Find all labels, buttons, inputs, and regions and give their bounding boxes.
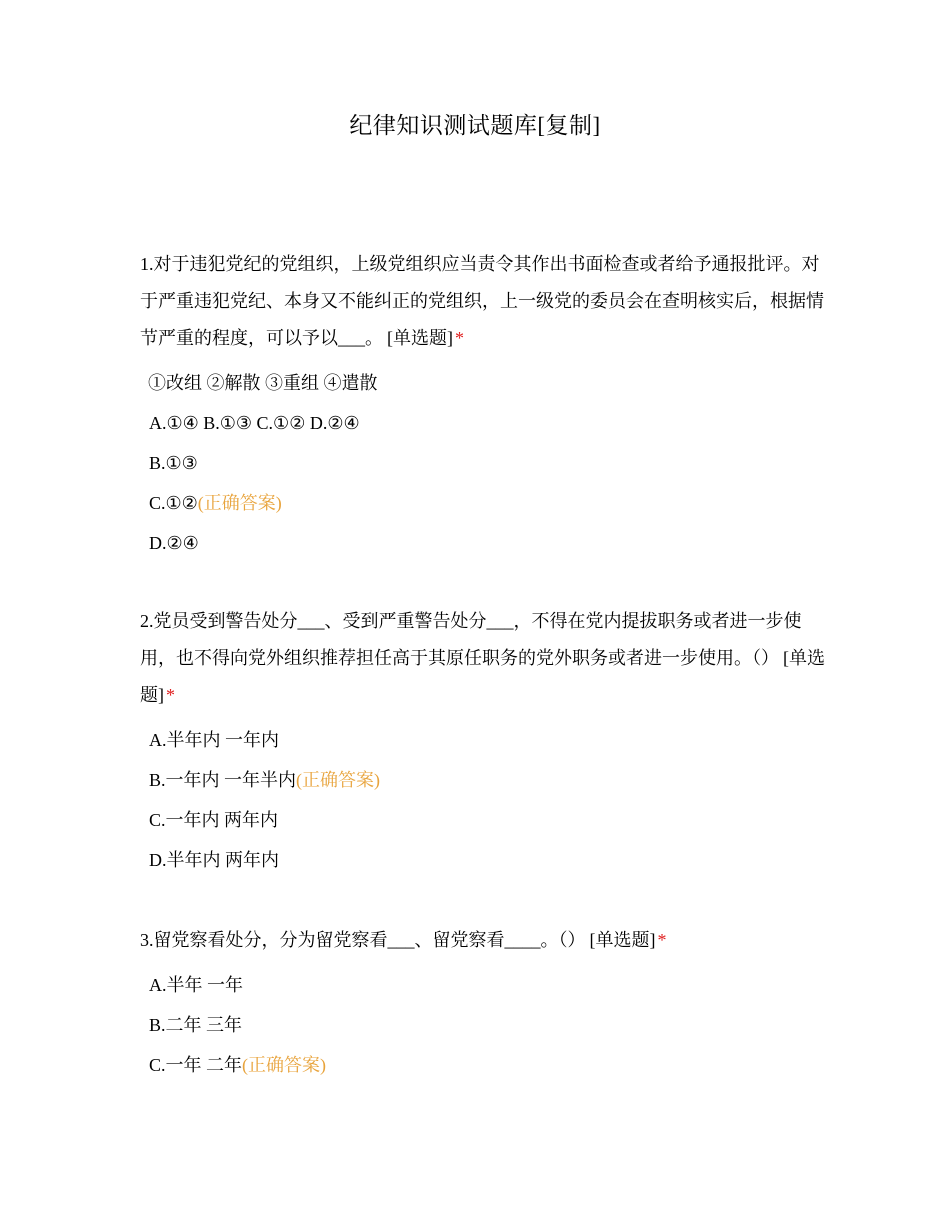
question-text: 1.对于违犯党纪的党组织，上级党组织应当责令其作出书面检查或者给予通报批评。对于严重违犯党纪、本身又不能纠正的党组织，上一级党的委员会在查明核实后，根据情节严重的程度，可以予以___。 [140, 254, 824, 348]
required-asterisk: * [455, 328, 464, 348]
required-asterisk: * [166, 685, 175, 705]
option-text: A.半年 一年 [149, 975, 243, 995]
question-extra-text: ①改组 ②解散 ③重组 ④遣散 [148, 373, 378, 393]
question-text: 2.党员受到警告处分___、受到严重警告处分___，不得在党内提拔职务或者进一步使用，也不得向党外组织推荐担任高于其原任职务的党外职务或者进一步使用。（） [140, 611, 802, 668]
option-c [140, 1045, 830, 1085]
option-text: D.②④ [149, 533, 199, 553]
question-text: 3.留党察看处分，分为留党察看___、留党察看____。（） [140, 930, 586, 950]
required-asterisk: * [657, 930, 667, 950]
option-a [140, 720, 830, 760]
option-text: B.一年内 一年半内 [149, 770, 297, 790]
option-d [140, 840, 830, 880]
option-text: C.一年 二年 [149, 1055, 243, 1075]
document-title: 纪律知识测试题库[复制] [349, 113, 601, 138]
question-1 [140, 246, 830, 563]
option-list [140, 965, 830, 1085]
option-text: B.①③ [149, 453, 198, 473]
option-b [140, 1005, 830, 1045]
option-list [140, 403, 830, 563]
correct-answer-mark: (正确答案) [296, 770, 381, 790]
option-d [140, 523, 830, 563]
option-a [140, 403, 830, 443]
option-list [140, 720, 830, 880]
option-c [140, 483, 830, 523]
correct-answer-mark: (正确答案) [242, 1055, 327, 1075]
option-text: A.半年内 一年内 [149, 730, 279, 750]
question-type-label: [单选题] [140, 648, 825, 705]
option-b [140, 443, 830, 483]
option-text: C.①② [149, 493, 198, 513]
question-stem [140, 603, 830, 714]
question-stem [140, 922, 830, 959]
option-text: A.①④ B.①③ C.①② D.②④ [149, 413, 360, 433]
option-c [140, 800, 830, 840]
question-stem [140, 246, 830, 357]
question-type-label: [单选题] [387, 328, 453, 348]
option-text: D.半年内 两年内 [149, 850, 279, 870]
option-text: C.一年内 两年内 [149, 810, 279, 830]
question-type-label: [单选题] [589, 930, 656, 950]
option-b [140, 760, 830, 800]
correct-answer-mark: (正确答案) [197, 493, 282, 513]
question-2 [140, 603, 830, 880]
question-3 [140, 922, 830, 1085]
option-a [140, 965, 830, 1005]
option-text: B.二年 三年 [149, 1015, 243, 1035]
